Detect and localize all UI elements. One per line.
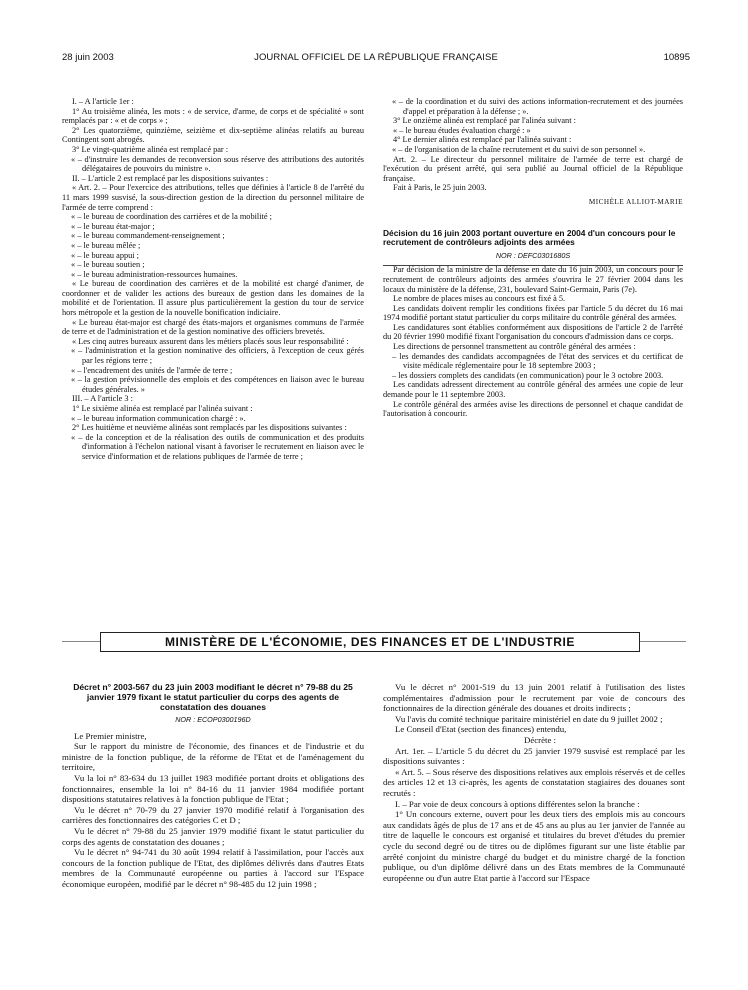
arrete-continuation <box>383 97 683 193</box>
paragraph: Le nombre de places mises au concours est fixé à 5. <box>393 294 566 304</box>
paragraph: Vu l'avis du comité technique paritaire ministériel en date du 9 juillet 2002 ; <box>395 713 663 724</box>
paragraph: « Art. 5. – Sous réserve des dispositions relatives aux emplois réservés et de celles des articles 12 et 13 ci-après, les agents de constatation stagiaires des douanes sont recrutés : <box>383 766 685 798</box>
decree-nor-text: NOR : ECOP0300196D <box>175 715 251 724</box>
paragraph: « – de la coordination et du suivi des actions information-recrutement et des journées d'appel et préparation à la défense ; ». <box>392 97 683 116</box>
paragraph: – les demandes des candidats accompagnées de l'état des services et du certificat de visite médicale réglementaire pour le 18 septembre 2003 ; <box>392 351 683 371</box>
paragraph: « Les cinq autres bureaux assurent dans les métiers placés sous leur responsabilité : <box>72 336 349 346</box>
header-journal-title: JOURNAL OFFICIEL DE LA RÉPUBLIQUE FRANÇAISE <box>254 52 498 63</box>
ministry-title: MINISTÈRE DE L'ÉCONOMIE, DES FINANCES ET DE L'INDUSTRIE <box>164 635 576 649</box>
paragraph: « – le bureau administration-ressources humaines. <box>71 269 238 279</box>
paragraph: 3° Le onzième alinéa est remplacé par l'alinéa suivant : <box>393 116 576 126</box>
paragraph: Le Conseil d'Etat (section des finances) entendu, <box>395 724 567 735</box>
paragraph: Art. 2. – Le directeur du personnel militaire de l'armée de terre est chargé de l'exécution du présent arrêté, qui sera publié au Journal officiel de la République française. <box>383 154 683 183</box>
paragraph: 1° Un concours externe, ouvert pour les deux tiers des emplois mis au concours aux candidats âgés de plus de 17 ans et de 45 ans au plus au 1er janvier de l'année au titre de laquelle le concours est organisé et titulaires du brevet d'études du premier cycle du second degré ou de titres ou de diplômes figurant sur une liste établie par arrêté conjoint du ministre chargé du budget et du ministre chargé de la fonction publique, ou d'un diplôme délivré dans un des Etats membres de la Communauté européenne ou d'un autre Etat partie à l'accord sur l'Espace <box>383 809 685 883</box>
decree-body <box>62 731 364 890</box>
paragraph: Vu le décret n° 70-79 du 27 janvier 1970 modifié relatif à l'organisation des carrières des fonctionnaires des catégories C et D ; <box>62 804 364 826</box>
paragraph: « – le bureau appui ; <box>71 250 139 260</box>
paragraph: I. – A l'article 1er : <box>72 97 134 106</box>
paragraph: Vu le décret n° 2001-519 du 13 juin 2001 relatif à l'utilisation des listes complémentaires d'admission pour le recrutement par voie de concours des fonctionnaires de la direction générale des douanes et droits indirects ; <box>383 682 685 714</box>
signature: MICHÈLE ALLIOT-MARIE <box>588 197 683 206</box>
column-left-top <box>62 97 364 462</box>
paragraph: Les directions de personnel transmettent au contrôle général des armées : <box>393 342 636 352</box>
paragraph: Fait à Paris, le 25 juin 2003. <box>393 183 487 193</box>
paragraph: Le contrôle général des armées avise les directions de personnel et chaque candidat de l'autorisation à concourir. <box>383 399 683 419</box>
paragraph: « – la gestion prévisionnelle des emplois et des compétences en liaison avec le bureau études générales. » <box>71 375 364 394</box>
paragraph: 2° Les huitième et neuvième alinéas sont remplacés par les dispositions suivantes : <box>72 423 347 433</box>
paragraph: « – le bureau mêlée ; <box>71 240 141 250</box>
paragraph: 1° Au troisième alinéa, les mots : « de service, d'arme, de corps et de spécialité » sont remplacés par : « et de corps » ; <box>62 106 364 126</box>
paragraph: Le Premier ministre, <box>74 730 147 741</box>
paragraph: I. – Par voie de deux concours à options différentes selon la branche : <box>395 798 640 809</box>
paragraph: Vu le décret n° 94-741 du 30 août 1994 relatif à l'assimilation, pour l'accès aux concours de la fonction publique de l'Etat, des diplômes délivrés dans d'autres Etats membres de la Communauté européenne ou parties à l'accord sur l'Espace économique européen, modifié par le décret n° 98-485 du 12 juin 1998 ; <box>62 847 364 889</box>
paragraph: « – l'administration et la gestion nominative des officiers, à l'exception de ceux gérés par les régions terre ; <box>71 346 364 366</box>
paragraph: « – le bureau de coordination des carrières et de la mobilité ; <box>71 212 272 222</box>
page-header <box>62 50 690 68</box>
decision-body <box>383 265 683 419</box>
decree-nor <box>62 715 364 726</box>
paragraph: 2° Les quatorzième, quinzième, seizième et dix-septième alinéas relatifs au bureau Contingent sont abrogés. <box>62 125 364 145</box>
decree-title: Décret n° 2003-567 du 23 juin 2003 modifiant le décret n° 79-88 du 25 janvier 1979 fixant le statut particulier du corps des agents de constatation des douanes <box>73 682 353 712</box>
paragraph: « – le bureau études évaluation chargé : » <box>393 125 531 135</box>
paragraph: « – le bureau soutien ; <box>71 260 145 270</box>
paragraph: « Le bureau état-major est chargé des états-majors et organismes communs de l'armée de terre et de l'administration et de la gestion nominative des officiers brevetés. <box>62 317 364 337</box>
paragraph: « – le bureau commandement-renseignement ; <box>71 231 225 241</box>
paragraph: « Le bureau de coordination des carrières et de la mobilité est chargé d'animer, de coordonner et de valider les actions des bureaux de gestion dans les domaines de la mobilité et de l'orientation. Il assure plus particulièrement la gestion du tour de service hors métropole et la gestion de la nouvelle bonification indiciaire. <box>62 279 364 318</box>
paragraph: Les candidatures sont établies conformément aux dispositions de l'article 2 de l'arrêté du 20 février 1990 modifié fixant l'organisation du concours d'admission dans ce corps. <box>383 322 683 342</box>
paragraph: Les candidats doivent remplir les conditions fixées par l'article 5 du décret du 16 mai 1974 modifié portant statut particulier du corps militaire du contrôle général des armées. <box>383 303 683 323</box>
paragraph: Décrète : <box>524 734 556 745</box>
paragraph: 4° Le dernier alinéa est remplacé par l'alinéa suivant : <box>393 135 572 145</box>
paragraph: « – le bureau information communication chargé : ». <box>71 413 246 423</box>
decision-nor <box>383 251 683 261</box>
decision-nor-text: NOR : DEFC0301680S <box>495 250 571 260</box>
paragraph: 3° Le vingt-quatrième alinéa est remplacé par : <box>72 144 229 154</box>
paragraph: Les candidats adressent directement au contrôle général des armées une copie de leur demande pour le 11 septembre 2003. <box>383 380 683 400</box>
paragraph: « – de la conception et de la réalisation des outils de communication et des produits d'information à l'échelon national visant à favoriser le recrutement en liaison avec le service d'information et de relations publiques de l'armée de terre ; <box>71 432 364 461</box>
paragraph: Vu la loi n° 83-634 du 13 juillet 1983 modifiée portant droits et obligations des fonctionnaires, ensemble la loi n° 84-16 du 11 janvier 1984 modifiée portant dispositions statutaires relatives à la fonction publique de l'Etat ; <box>62 772 364 805</box>
paragraph: « – d'instruire les demandes de reconversion sous réserve des attributions des autorités délégataires de pouvoirs du ministre ». <box>71 154 364 174</box>
paragraph: – les dossiers complets des candidats (en communication) pour le 3 octobre 2003. <box>392 370 664 380</box>
paragraph: Par décision de la ministre de la défense en date du 16 juin 2003, un concours pour le recrutement de contrôleurs adjoints des armées s'ouvrira le 27 février 2004 dans les locaux du ministère de la défense, 231, boulevard Saint-Germain, Paris (7e). <box>383 265 683 294</box>
paragraph: « Art. 2. – Pour l'exercice des attributions, telles que définies à l'article 8 de l'arrêté du 11 mars 1999 susvisé, la sous-direction gestion de la direction du personnel militaire de l'armée de terre comprend : <box>62 183 364 212</box>
column-left-bottom <box>62 682 364 890</box>
decision-title: Décision du 16 juin 2003 portant ouverture en 2004 d'un concours pour le recrutement de contrôleurs adjoints des armées <box>383 227 676 248</box>
paragraph: Sur le rapport du ministre de l'économie, des finances et de l'industrie et du ministre de la fonction publique, de la réforme de l'Etat et de l'aménagement du territoire, <box>62 741 364 773</box>
section-divider <box>383 265 683 266</box>
paragraph: III. – A l'article 3 : <box>72 394 133 404</box>
column-right-bottom <box>383 682 685 883</box>
paragraph: « – l'encadrement des unités de l'armée de terre ; <box>71 365 233 375</box>
paragraph: « – le bureau état-major ; <box>71 221 155 231</box>
paragraph: Vu le décret n° 79-88 du 25 janvier 1979 modifié fixant le statut particulier du corps des agents de constatation des douanes ; <box>62 825 364 847</box>
paragraph: « – de l'organisation de la chaîne recrutement et du suivi de son personnel ». <box>392 144 646 154</box>
ministry-banner <box>100 632 640 652</box>
column-right-top <box>383 97 683 419</box>
paragraph: II. – L'article 2 est remplacé par les dispositions suivantes : <box>72 173 269 183</box>
paragraph: 1° Le sixième alinéa est remplacé par l'alinéa suivant : <box>72 404 253 413</box>
paragraph: Art. 1er. – L'article 5 du décret du 25 janvier 1979 susvisé est remplacé par les dispositions suivantes : <box>383 745 685 767</box>
header-date: 28 juin 2003 <box>62 52 114 63</box>
header-page-number: 10895 <box>663 52 690 63</box>
